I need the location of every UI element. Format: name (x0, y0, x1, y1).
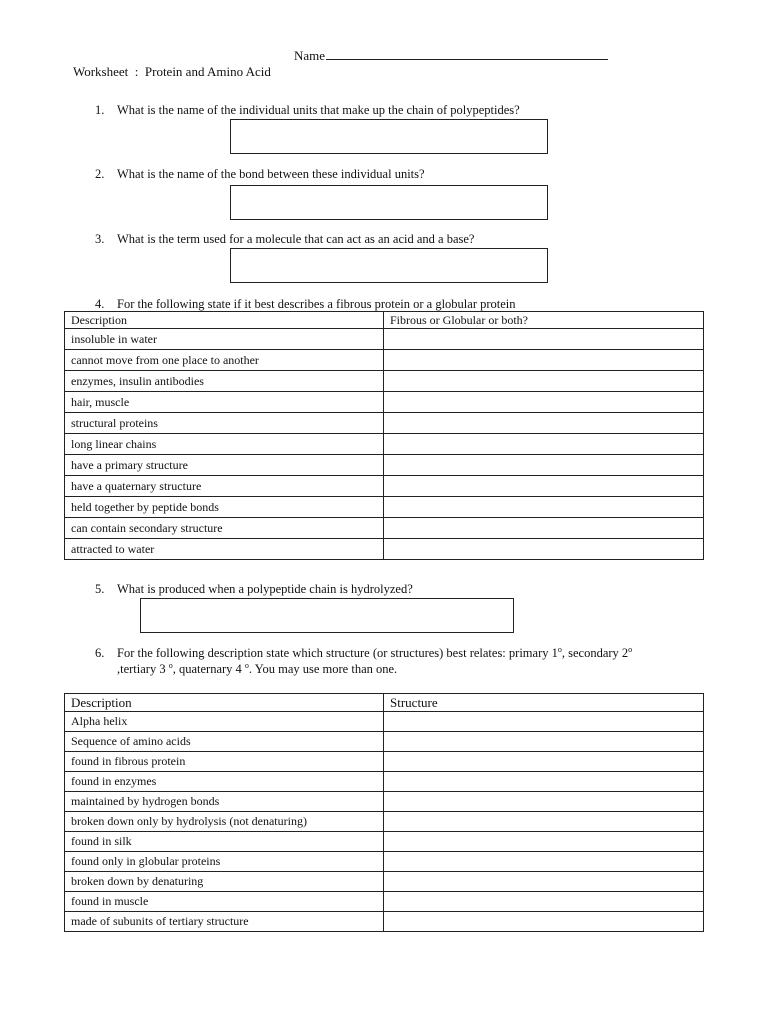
row-description: long linear chains (65, 434, 384, 455)
table-row (65, 539, 704, 560)
table-row (65, 476, 704, 497)
column-header-description: Description (65, 312, 384, 329)
row-description: attracted to water (65, 539, 384, 560)
answer-box-1[interactable] (230, 119, 548, 154)
table-row (65, 832, 704, 852)
row-description: broken down by denaturing (65, 872, 384, 892)
table-row (65, 892, 704, 912)
row-description: structural proteins (65, 413, 384, 434)
worksheet-title: Worksheet : Protein and Amino Acid (73, 64, 271, 79)
row-description: found in silk (65, 832, 384, 852)
question-number: 3. (95, 232, 105, 246)
table-row (65, 434, 704, 455)
question-4 (95, 297, 516, 312)
answer-cell[interactable] (384, 350, 704, 371)
answer-cell[interactable] (384, 413, 704, 434)
table-row (65, 392, 704, 413)
answer-cell[interactable] (384, 752, 704, 772)
table-row (65, 772, 704, 792)
question-2 (95, 167, 425, 182)
question-5 (95, 582, 413, 597)
row-description: found in enzymes (65, 772, 384, 792)
question-6-continued (117, 662, 397, 677)
answer-cell[interactable] (384, 732, 704, 752)
degree-symbol: o (628, 644, 633, 654)
answer-cell[interactable] (384, 872, 704, 892)
table-row (65, 329, 704, 350)
table-header-row (65, 694, 704, 712)
answer-box-3[interactable] (230, 248, 548, 283)
degree-symbol: o (244, 660, 249, 670)
table-row (65, 912, 704, 932)
row-description: held together by peptide bonds (65, 497, 384, 518)
table-row (65, 712, 704, 732)
question-text-line-2c: . You may use more than one. (248, 662, 398, 676)
row-description: broken down only by hydrolysis (not denaturing) (65, 812, 384, 832)
table-row (65, 732, 704, 752)
table-row (65, 852, 704, 872)
answer-cell[interactable] (384, 518, 704, 539)
table-row (65, 872, 704, 892)
table-row (65, 455, 704, 476)
answer-cell[interactable] (384, 329, 704, 350)
question-text-line-2b: , quaternary 4 (172, 662, 242, 676)
answer-cell[interactable] (384, 476, 704, 497)
row-description: made of subunits of tertiary structure (65, 912, 384, 932)
answer-cell[interactable] (384, 852, 704, 872)
answer-cell[interactable] (384, 497, 704, 518)
answer-box-5[interactable] (140, 598, 514, 633)
column-header-fibrous-globular: Fibrous or Globular or both? (384, 312, 704, 329)
answer-cell[interactable] (384, 772, 704, 792)
structure-table (64, 693, 704, 932)
row-description: enzymes, insulin antibodies (65, 371, 384, 392)
row-description: hair, muscle (65, 392, 384, 413)
answer-cell[interactable] (384, 392, 704, 413)
table-row (65, 497, 704, 518)
question-text: What is the name of the individual units that make up the chain of polypeptides? (117, 103, 520, 117)
row-description: found in fibrous protein (65, 752, 384, 772)
table-row (65, 752, 704, 772)
table-row (65, 518, 704, 539)
question-text: What is produced when a polypeptide chain is hydrolyzed? (117, 582, 413, 596)
row-description: insoluble in water (65, 329, 384, 350)
question-text-line-1a: For the following description state which structure (or structures) best relates: primary 1 (117, 646, 558, 660)
question-number: 1. (95, 103, 105, 117)
degree-symbol: o (557, 644, 562, 654)
answer-cell[interactable] (384, 455, 704, 476)
question-text: What is the name of the bond between these individual units? (117, 167, 425, 181)
fibrous-globular-table (64, 311, 704, 560)
row-description: can contain secondary structure (65, 518, 384, 539)
answer-cell[interactable] (384, 812, 704, 832)
row-description: Alpha helix (65, 712, 384, 732)
answer-cell[interactable] (384, 539, 704, 560)
answer-cell[interactable] (384, 892, 704, 912)
row-description: Sequence of amino acids (65, 732, 384, 752)
question-1 (95, 103, 520, 118)
answer-cell[interactable] (384, 712, 704, 732)
column-header-description: Description (65, 694, 384, 712)
row-description: found only in globular proteins (65, 852, 384, 872)
table-row (65, 812, 704, 832)
name-blank-line[interactable] (326, 46, 608, 60)
row-description: have a primary structure (65, 455, 384, 476)
name-label: Name (294, 48, 326, 63)
table-row (65, 413, 704, 434)
question-3 (95, 232, 474, 247)
question-text: For the following state if it best describes a fibrous protein or a globular protein (117, 297, 516, 311)
table-row (65, 792, 704, 812)
table-header-row (65, 312, 704, 329)
answer-box-2[interactable] (230, 185, 548, 220)
row-description: found in muscle (65, 892, 384, 912)
row-description: cannot move from one place to another (65, 350, 384, 371)
row-description: have a quaternary structure (65, 476, 384, 497)
answer-cell[interactable] (384, 371, 704, 392)
name-field (294, 46, 608, 64)
question-text-line-1b: , secondary 2 (561, 646, 629, 660)
column-header-structure: Structure (384, 694, 704, 712)
question-number: 6. (95, 646, 105, 660)
answer-cell[interactable] (384, 832, 704, 852)
answer-cell[interactable] (384, 912, 704, 932)
question-text-line-2a: ,tertiary 3 (117, 662, 166, 676)
row-description: maintained by hydrogen bonds (65, 792, 384, 812)
table-row (65, 371, 704, 392)
question-text: What is the term used for a molecule that can act as an acid and a base? (117, 232, 475, 246)
answer-cell[interactable] (384, 434, 704, 455)
question-6 (95, 646, 632, 661)
degree-symbol: o (168, 660, 173, 670)
table-row (65, 350, 704, 371)
question-number: 5. (95, 582, 105, 596)
answer-cell[interactable] (384, 792, 704, 812)
question-number: 2. (95, 167, 105, 181)
question-number: 4. (95, 297, 105, 311)
